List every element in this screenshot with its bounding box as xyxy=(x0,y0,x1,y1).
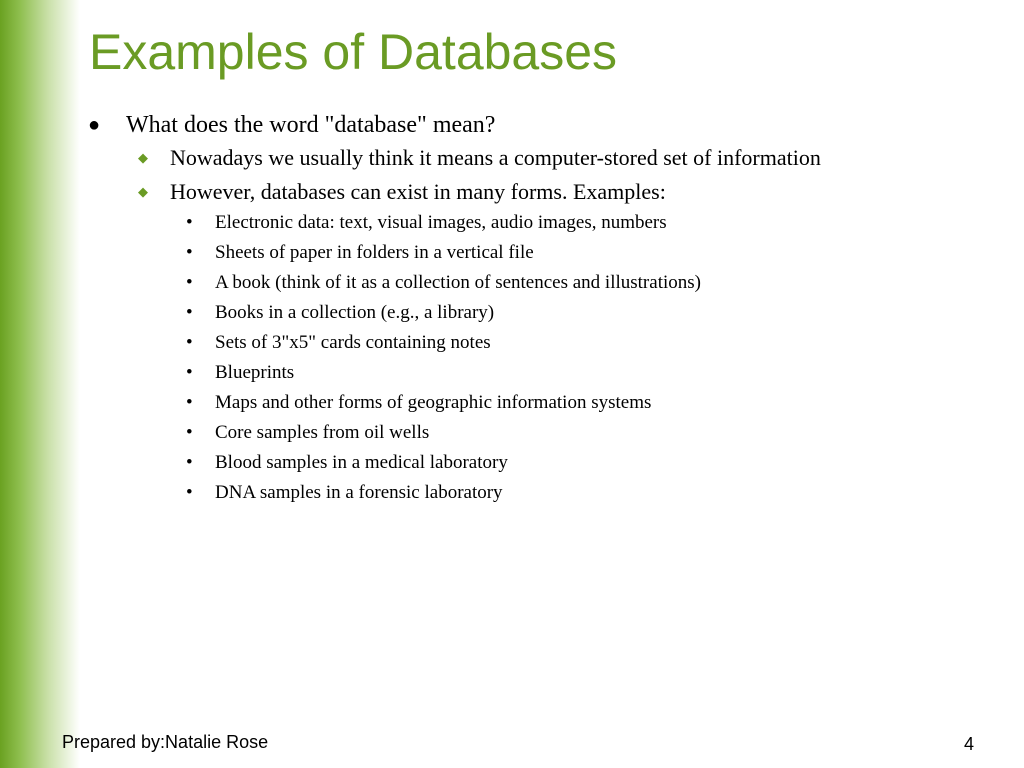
list-item-text: Sets of 3"x5" cards containing notes xyxy=(215,332,491,353)
small-dot-icon: • xyxy=(186,482,193,503)
bullet-question-text: What does the word "database" mean? xyxy=(126,112,496,138)
small-dot-icon: • xyxy=(186,452,193,473)
page-number: 4 xyxy=(963,734,974,754)
small-dot-icon: • xyxy=(186,422,193,443)
list-item-text: Electronic data: text, visual images, audio images, numbers xyxy=(215,212,667,233)
small-dot-icon: • xyxy=(186,272,193,293)
small-dot-icon: • xyxy=(186,242,193,263)
list-item-text: DNA samples in a forensic laboratory xyxy=(215,482,503,503)
small-dot-icon: • xyxy=(186,212,193,233)
list-item-text: Blueprints xyxy=(215,362,295,383)
list-item-text: Core samples from oil wells xyxy=(215,422,430,443)
diamond-icon: ◆ xyxy=(138,150,148,165)
small-dot-icon: • xyxy=(186,362,193,383)
sub-point-text: However, databases can exist in many forms. Examples: xyxy=(170,179,666,204)
list-item-text: Books in a collection (e.g., a library) xyxy=(215,302,495,323)
sub-point-text: Nowadays we usually think it means a computer-stored set of information xyxy=(170,145,821,170)
diamond-icon: ◆ xyxy=(138,184,148,199)
sidebar-gradient xyxy=(0,0,80,768)
list-item-text: Sheets of paper in folders in a vertical file xyxy=(215,242,534,263)
slide-title: Examples of Databases xyxy=(89,24,618,80)
list-item-text: Maps and other forms of geographic information systems xyxy=(215,392,652,413)
list-item-text: Blood samples in a medical laboratory xyxy=(215,452,508,473)
round-dot-icon: ● xyxy=(88,114,101,136)
footer-author: Prepared by:Natalie Rose xyxy=(62,732,269,752)
small-dot-icon: • xyxy=(186,302,193,323)
small-dot-icon: • xyxy=(186,392,193,413)
list-item-text: A book (think of it as a collection of sentences and illustrations) xyxy=(215,272,701,293)
small-dot-icon: • xyxy=(186,332,193,353)
